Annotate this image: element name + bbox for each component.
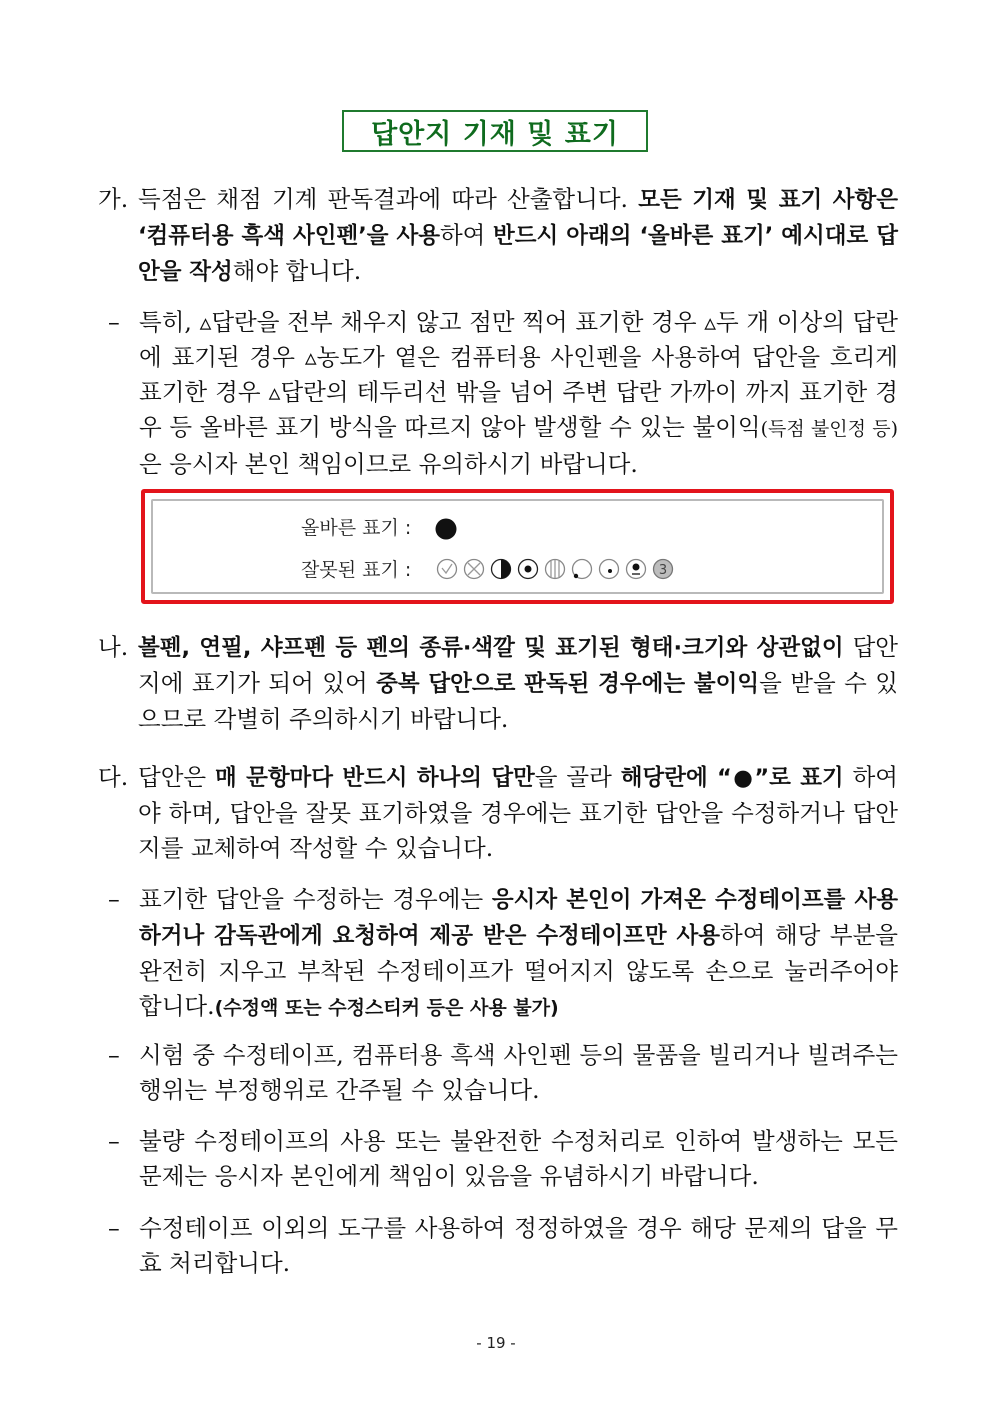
text-span: 표기한 답안을 수정하는 경우에는 (139, 885, 492, 913)
correct-mark-label: 올바른 표기 : (301, 517, 412, 539)
text-span: 특히, ▵답란을 전부 채우지 않고 점만 찍어 표기한 경우 ▵두 개 이상의 답란에 표기된 경우 ▵농도가 옅은 컴퓨터용 사인펜을 사용하여 답안을 흐리게 표기한 경우 ▵답란의 테두리선 밖을 넘어 주변 답란 가까이 까지 표기한 경우 등 올바른 표기 방식을 따르지 않아 발생할 수 있는 불이익 (139, 308, 898, 441)
text-span: 하여야 하며, 답안을 잘못 표기하였을 경우에는 표기한 답안을 수정하거나 답안지를 교체하여 작성할 수 있습니다. (138, 763, 899, 862)
text-span: 은 응시자 본인 책임이므로 유의하시기 바랍니다. (139, 450, 638, 478)
small-span: (득점 불인정 등) (760, 418, 898, 440)
bold-span: 반드시 아래의 ‘올바른 표기’ 예시대로 답안을 작성 (138, 223, 898, 285)
section-c-note-2-text: 시험 중 수정테이프, 컴퓨터용 흑색 사인펜 등의 물품을 빌리거나 빌려주는 행위는 부정행위로 간주될 수 있습니다. (139, 1041, 898, 1104)
marking-example-box (141, 489, 894, 604)
section-b (98, 630, 898, 737)
dash-marker: – (108, 885, 120, 913)
section-c-text (138, 760, 898, 866)
bold-span: 볼펜, 연필, 샤프펜 등 펜의 종류·색깔 및 표기된 형태·크기와 상관없이 (138, 635, 844, 661)
dash-marker: – (108, 1041, 120, 1069)
small-dot-mark-icon (600, 560, 619, 579)
dot-corner-mark-icon (573, 560, 592, 579)
section-a-note (108, 305, 898, 482)
bold-span: 중복 답안으로 판독된 경우에는 불이익 (376, 671, 760, 697)
section-a-text (138, 182, 898, 290)
dash-marker: – (108, 308, 120, 336)
section-c-note-1-text (139, 882, 898, 1026)
page-title: 답안지 기재 및 표기 (342, 110, 648, 152)
number-over-dot-mark-icon (627, 560, 646, 579)
x-mark-icon (465, 560, 484, 579)
dot-center-mark-icon (519, 560, 538, 579)
bold-small-span: (수정액 또는 수정스티커 등은 사용 불가) (214, 997, 559, 1019)
section-c-note-1 (108, 882, 898, 1026)
text-span: 하여 해당 부분을 완전히 지우고 부착된 수정테이프가 떨어지지 않도록 손으로 눌러주어야 합니다. (139, 921, 898, 1020)
text-span: 을 골라 (534, 763, 621, 791)
text-span: 답안지에 표기가 되어 있어 (138, 633, 898, 697)
section-b-text (138, 630, 898, 737)
section-c-note-4-text: 수정테이프 이외의 도구를 사용하여 정정하였을 경우 해당 문제의 답을 무효 처리합니다. (139, 1214, 898, 1277)
section-a (98, 182, 898, 290)
text-span: 을 받을 수 있으므로 각별히 주의하시기 바랍니다. (138, 669, 898, 733)
page-number: - 19 - (476, 1334, 516, 1352)
section-c-note-4 (108, 1211, 898, 1281)
check-mark-icon (438, 560, 457, 579)
text-span: 득점은 채점 기계 판독결과에 따라 산출합니다. (138, 185, 639, 213)
bold-span: 모든 기재 및 표기 사항은 ‘컴퓨터용 흑색 사인펜’을 사용 (138, 187, 898, 249)
section-a-marker: 가. (98, 185, 129, 213)
text-span: 답안은 (138, 763, 216, 791)
section-a-note-text (139, 305, 898, 482)
bold-span: 매 문항마다 반드시 하나의 답만 (215, 765, 535, 791)
section-c (98, 760, 898, 866)
bold-span: 응시자 본인이 가져온 수정테이프를 사용하거나 감독관에게 요청하여 제공 받은 수정테이프만 사용 (139, 887, 898, 949)
numbered-mark-digit: 3 (658, 563, 668, 578)
dash-marker: – (108, 1214, 120, 1242)
vertical-lines-mark-icon (546, 560, 565, 579)
text-span: 해야 합니다. (232, 257, 362, 285)
bold-span: 해당란에 “●”로 표기 (620, 765, 844, 791)
wrong-marks-icons (435, 556, 705, 582)
text-span: 하여 (439, 221, 494, 249)
section-c-note-3 (108, 1124, 898, 1194)
wrong-mark-label: 잘못된 표기 : (301, 559, 412, 581)
section-c-note-2 (108, 1038, 898, 1108)
correct-mark-icon (433, 516, 459, 542)
half-fill-mark-icon (492, 560, 511, 579)
section-c-note-3-text: 불량 수정테이프의 사용 또는 불완전한 수정처리로 인하여 발생하는 모든 문제는 응시자 본인에게 책임이 있음을 유념하시기 바랍니다. (139, 1127, 898, 1190)
section-b-marker: 나. (98, 633, 129, 661)
section-c-marker: 다. (98, 763, 129, 791)
dash-marker: – (108, 1127, 120, 1155)
